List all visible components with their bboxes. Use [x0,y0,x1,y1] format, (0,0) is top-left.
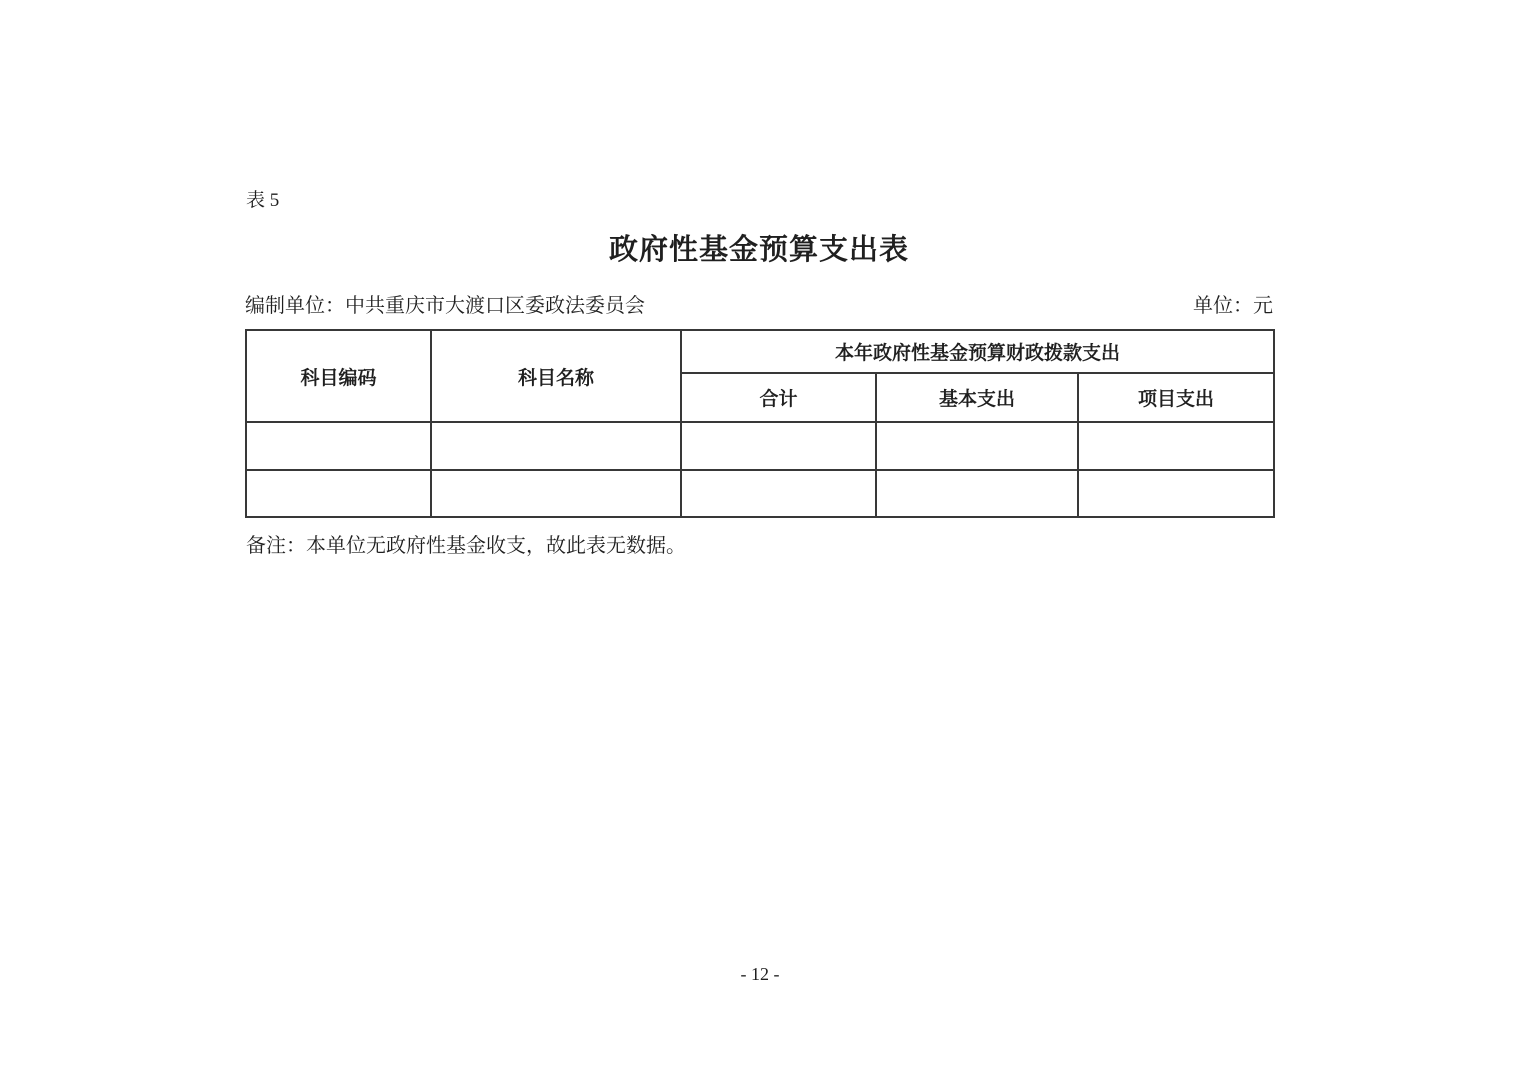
page-number: - 12 - [740,964,780,984]
meta-row [245,294,1273,318]
budget-table [245,329,1275,518]
table-cell [876,422,1078,470]
table-cell [246,470,431,517]
table-cell [431,470,681,517]
table-header-row-1 [246,330,1274,373]
unit-label: 单位：元 [1193,295,1273,317]
table-cell [431,422,681,470]
col-header-total: 合计 [681,373,876,422]
table-row [246,470,1274,517]
table-cell [1078,422,1274,470]
table-row [246,422,1274,470]
table-cell [876,470,1078,517]
col-header-subject-name: 科目名称 [431,330,681,422]
page-title: 政府性基金预算支出表 [608,234,909,266]
table-cell [1078,470,1274,517]
table-cell [246,422,431,470]
col-header-basic: 基本支出 [876,373,1078,422]
col-header-group: 本年政府性基金预算财政拨款支出 [681,330,1274,373]
table-cell [681,470,876,517]
prepared-by-label: 编制单位：中共重庆市大渡口区委政法委员会 [245,295,645,317]
table-number-label: 表 5 [246,190,280,211]
col-header-subject-code: 科目编码 [246,330,431,422]
col-header-project: 项目支出 [1078,373,1274,422]
remark-note: 备注：本单位无政府性基金收支，故此表无数据。 [246,535,686,557]
table-cell [681,422,876,470]
